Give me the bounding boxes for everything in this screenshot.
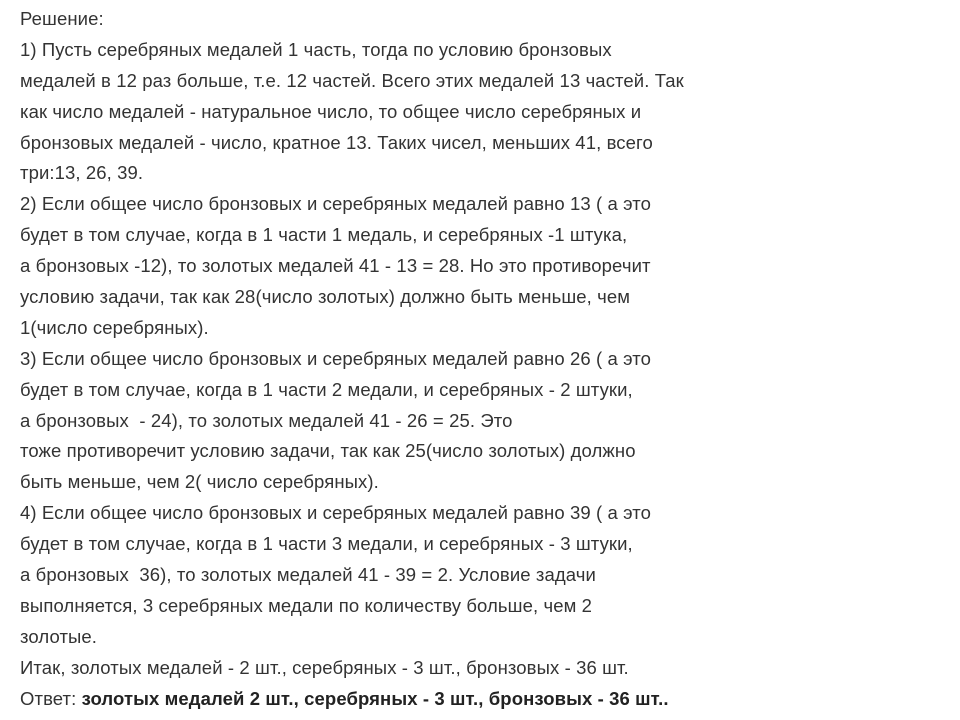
answer-line	[20, 684, 950, 715]
text-line-3: как число медалей - натуральное число, то общее число серебряных и	[20, 100, 642, 122]
solution-text	[20, 4, 950, 714]
text-line-15: быть меньше, чем 2( число серебряных).	[20, 471, 379, 493]
text-line-13: а бронзовых - 24), то золотых медалей 41 - 26 = 25. Это	[20, 409, 513, 431]
text-line-9: условию задачи, так как 28(число золотых) должно быть меньше, чем	[20, 286, 631, 308]
text-line-7: будет в том случае, когда в 1 части 1 медаль, и серебряных -1 штука,	[20, 224, 628, 246]
text-line-19: выполняется, 3 серебряных медали по количеству больше, чем 2	[20, 594, 593, 616]
text-line-12: будет в том случае, когда в 1 части 2 медали, и серебряных - 2 штуки,	[20, 378, 633, 400]
text-line-10: 1(число серебряных).	[20, 316, 209, 338]
text-line-4: бронзовых медалей - число, кратное 13. Таких чисел, меньших 41, всего	[20, 131, 653, 153]
text-line-21: Итак, золотых медалей - 2 шт., серебряных - 3 шт., бронзовых - 36 шт.	[20, 656, 629, 678]
text-line-5: три:13, 26, 39.	[20, 162, 144, 184]
text-line-14: тоже противоречит условию задачи, так как 25(число золотых) должно	[20, 440, 636, 462]
text-line-17: будет в том случае, когда в 1 части 3 медали, и серебряных - 3 штуки,	[20, 533, 633, 555]
text-line-20: золотые.	[20, 625, 98, 647]
solution-heading: Решение:	[20, 8, 104, 29]
text-line-8: а бронзовых -12), то золотых медалей 41 - 13 = 28. Но это противоречит	[20, 255, 651, 277]
text-line-18: а бронзовых 36), то золотых медалей 41 - 39 = 2. Условие задачи	[20, 564, 596, 586]
answer-text: золотых медалей 2 шт., серебряных - 3 шт., бронзовых - 36 шт..	[81, 687, 669, 709]
text-line-2: медалей в 12 раз больше, т.е. 12 частей. Всего этих медалей 13 частей. Так	[20, 69, 684, 91]
answer-label: Ответ:	[20, 687, 82, 709]
text-line-6: 2) Если общее число бронзовых и серебряных медалей равно 13 ( а это	[20, 193, 651, 215]
text-line-1: 1) Пусть серебряных медалей 1 часть, тогда по условию бронзовых	[20, 38, 612, 60]
text-line-16: 4) Если общее число бронзовых и серебряных медалей равно 39 ( а это	[20, 502, 651, 524]
text-line-11: 3) Если общее число бронзовых и серебряных медалей равно 26 ( а это	[20, 347, 651, 369]
